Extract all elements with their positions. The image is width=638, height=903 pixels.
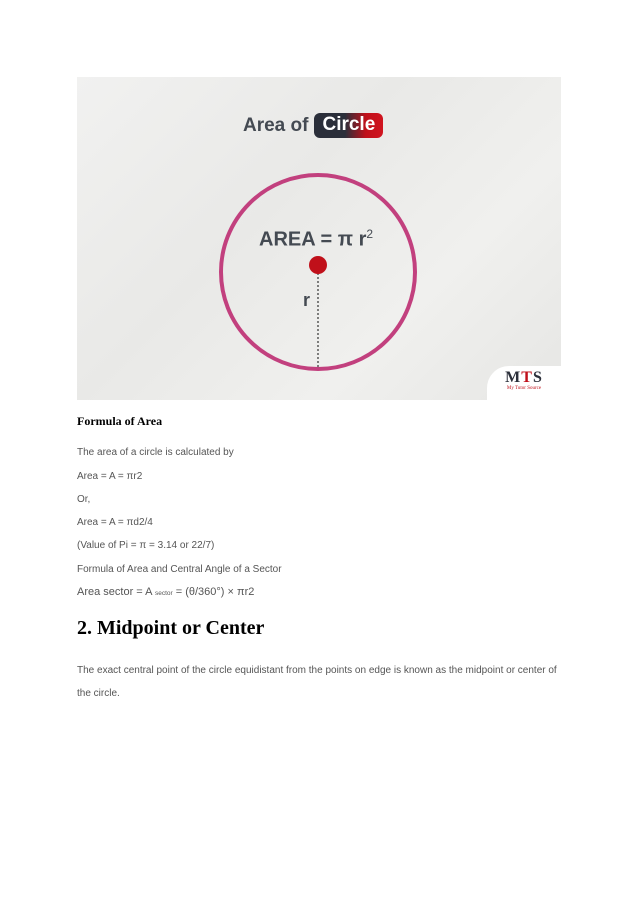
section-paragraph: The exact central point of the circle equidistant from the points on edge is known as the midpoint or center of the circle. — [77, 665, 557, 699]
text-line-1: The area of a circle is calculated by — [77, 447, 234, 458]
area-of-circle-figure — [77, 77, 561, 400]
sector-formula-subscript: sector — [154, 590, 173, 597]
section-heading: 2. Midpoint or Center — [77, 617, 265, 639]
text-line-2: Area = A = πr2 — [77, 471, 143, 482]
text-line-6: Formula of Area and Central Angle of a Sector — [77, 564, 282, 575]
sector-formula-prefix: Area sector = A — [77, 586, 152, 598]
text-line-4: Area = A = πd2/4 — [77, 517, 153, 528]
text-line-5: (Value of Pi = π = 3.14 or 22/7) — [77, 540, 215, 551]
text-line-3: Or, — [77, 494, 91, 505]
figure-title-highlight: Circle — [314, 113, 383, 138]
figure-title-prefix: Area of — [243, 114, 309, 136]
formula-heading: Formula of Area — [77, 414, 163, 428]
logo — [487, 366, 561, 400]
area-formula — [259, 227, 373, 252]
sector-formula-suffix: = (θ/360°) × πr2 — [175, 586, 255, 598]
radius-label: r — [303, 290, 311, 310]
center-dot — [309, 256, 327, 274]
sector-formula — [77, 586, 254, 598]
logo-mark: MTS — [505, 369, 543, 386]
area-formula-exponent: 2 — [366, 227, 374, 241]
logo-tagline: My Tutor Source — [506, 386, 542, 391]
area-formula-text: AREA = π r — [259, 228, 367, 251]
figure-title — [243, 113, 383, 138]
